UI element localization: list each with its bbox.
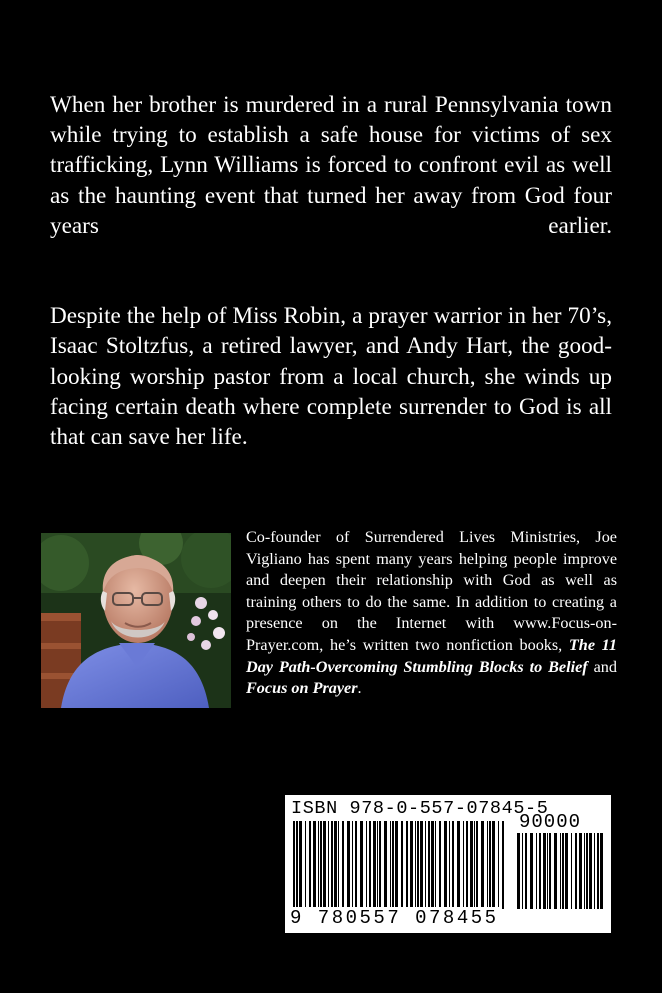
barcode-bar [320,821,322,909]
barcode-bar [296,821,298,921]
barcode-bar [425,821,426,909]
barcode-bar [313,821,316,909]
barcode-bar [517,833,520,909]
book-title-focus-on-prayer: Focus on Prayer [246,679,358,698]
barcode-bar [463,821,464,909]
barcode-bar [449,821,450,909]
barcode-bar [395,821,398,909]
barcode-bar [547,833,548,909]
barcode-bar [377,821,378,909]
barcode-bar [522,833,523,909]
barcode-bar [328,821,329,909]
barcode-bar [309,821,311,909]
barcode-bar [355,821,357,909]
isbn-label: ISBN 978-0-557-07845-5 [291,798,549,819]
barcode-bar [487,821,488,909]
barcode-bar [417,821,419,909]
barcode-bar [347,821,350,909]
barcode-bar [476,821,478,909]
barcode-bar [323,821,326,909]
barcode-bar [452,821,454,909]
barcode-bar [481,821,484,909]
barcode-bar [435,821,436,909]
barcode-bar [474,821,475,909]
barcode-bar [338,821,339,909]
bio-conjunction: and [587,657,617,676]
barcode-bar [331,821,333,909]
barcode-bar [299,821,302,909]
barcode-bar [562,833,564,909]
barcode-bar [536,833,537,909]
barcode-bar [502,821,504,909]
blurb-paragraph-1: When her brother is murdered in a rural Pennsylvania town while trying to establish a safe house for victims of sex trafficking, Lynn Williams is forced to confront evil as well as the haunting event that turned her away from God four years earlier. [50,92,612,239]
main-barcode-bars [293,821,505,921]
author-photo [41,533,231,708]
barcode-bar [392,821,394,909]
isbn-barcode [285,795,611,933]
barcode-bar [554,833,557,909]
barcode-bar [369,821,371,909]
barcode-bar [293,821,295,921]
barcode-bar [431,821,434,909]
barcode-bar [543,833,546,909]
barcode-bar [470,821,473,909]
barcode-bar [571,833,572,909]
price-code: 90000 [519,811,582,833]
barcode-bar [530,833,533,909]
author-bio [246,527,617,700]
barcode-bar [579,833,582,909]
barcode-bar [549,833,551,909]
barcode-bar [492,821,495,909]
barcode-bar [352,821,353,909]
barcode-bar [366,821,367,909]
barcode-bar [334,821,337,909]
bio-text-end: . [357,679,362,698]
barcode-bar [575,833,577,909]
barcode-bar [410,821,413,909]
barcode-bar [525,833,527,909]
barcode-digits: 9 780557 078455 [290,907,499,929]
barcode-bar [600,833,603,909]
bio-text-start: Co-founder of Surrendered Lives Ministries, Joe Vigliano has spent many years helping people improve and deepen their relationship with God as well as training others to do the same. In addition to creating a presence on the Internet with www.Focus-on-Prayer.com, he’s written two nonfiction books, [246,528,617,654]
barcode-bar [489,821,491,909]
barcode-bar [539,833,541,909]
barcode-bar [390,821,391,909]
barcode-bar [586,833,588,909]
barcode-bar [565,833,568,909]
book-title-11-day-path: The 11 Day Path-Overcoming Stumbling Blocks to Belief [246,635,617,676]
barcode-bar [589,833,592,909]
barcode-bar [597,833,599,909]
barcode-bar [415,821,416,909]
barcode-bar [379,821,381,909]
barcode-bar [466,821,468,909]
barcode-bar [406,821,408,921]
back-cover-blurb [50,90,612,482]
barcode-bar [584,833,585,909]
barcode-bar [428,821,430,909]
barcode-bar [420,821,423,909]
barcode-bar [373,821,376,909]
barcode-bar [384,821,387,909]
barcode-bar [444,821,447,909]
barcode-bar [401,821,403,921]
barcode-bar [318,821,319,909]
barcode-bar [457,821,460,909]
barcode-bar [498,821,499,909]
barcode-bar [560,833,561,909]
blurb-paragraph-2: Despite the help of Miss Robin, a prayer warrior in her 70’s, Isaac Stoltzfus, a retired lawyer, and Andy Hart, the good-looking worship pastor from a local church, she winds up facing certain death where complete surrender to God is all that can save her life. [50,303,612,451]
barcode-bar [342,821,344,909]
price-barcode-bars [517,833,603,921]
barcode-bar [360,821,363,909]
barcode-bar [439,821,441,909]
barcode-bar [594,833,595,909]
barcode-bar [305,821,306,909]
